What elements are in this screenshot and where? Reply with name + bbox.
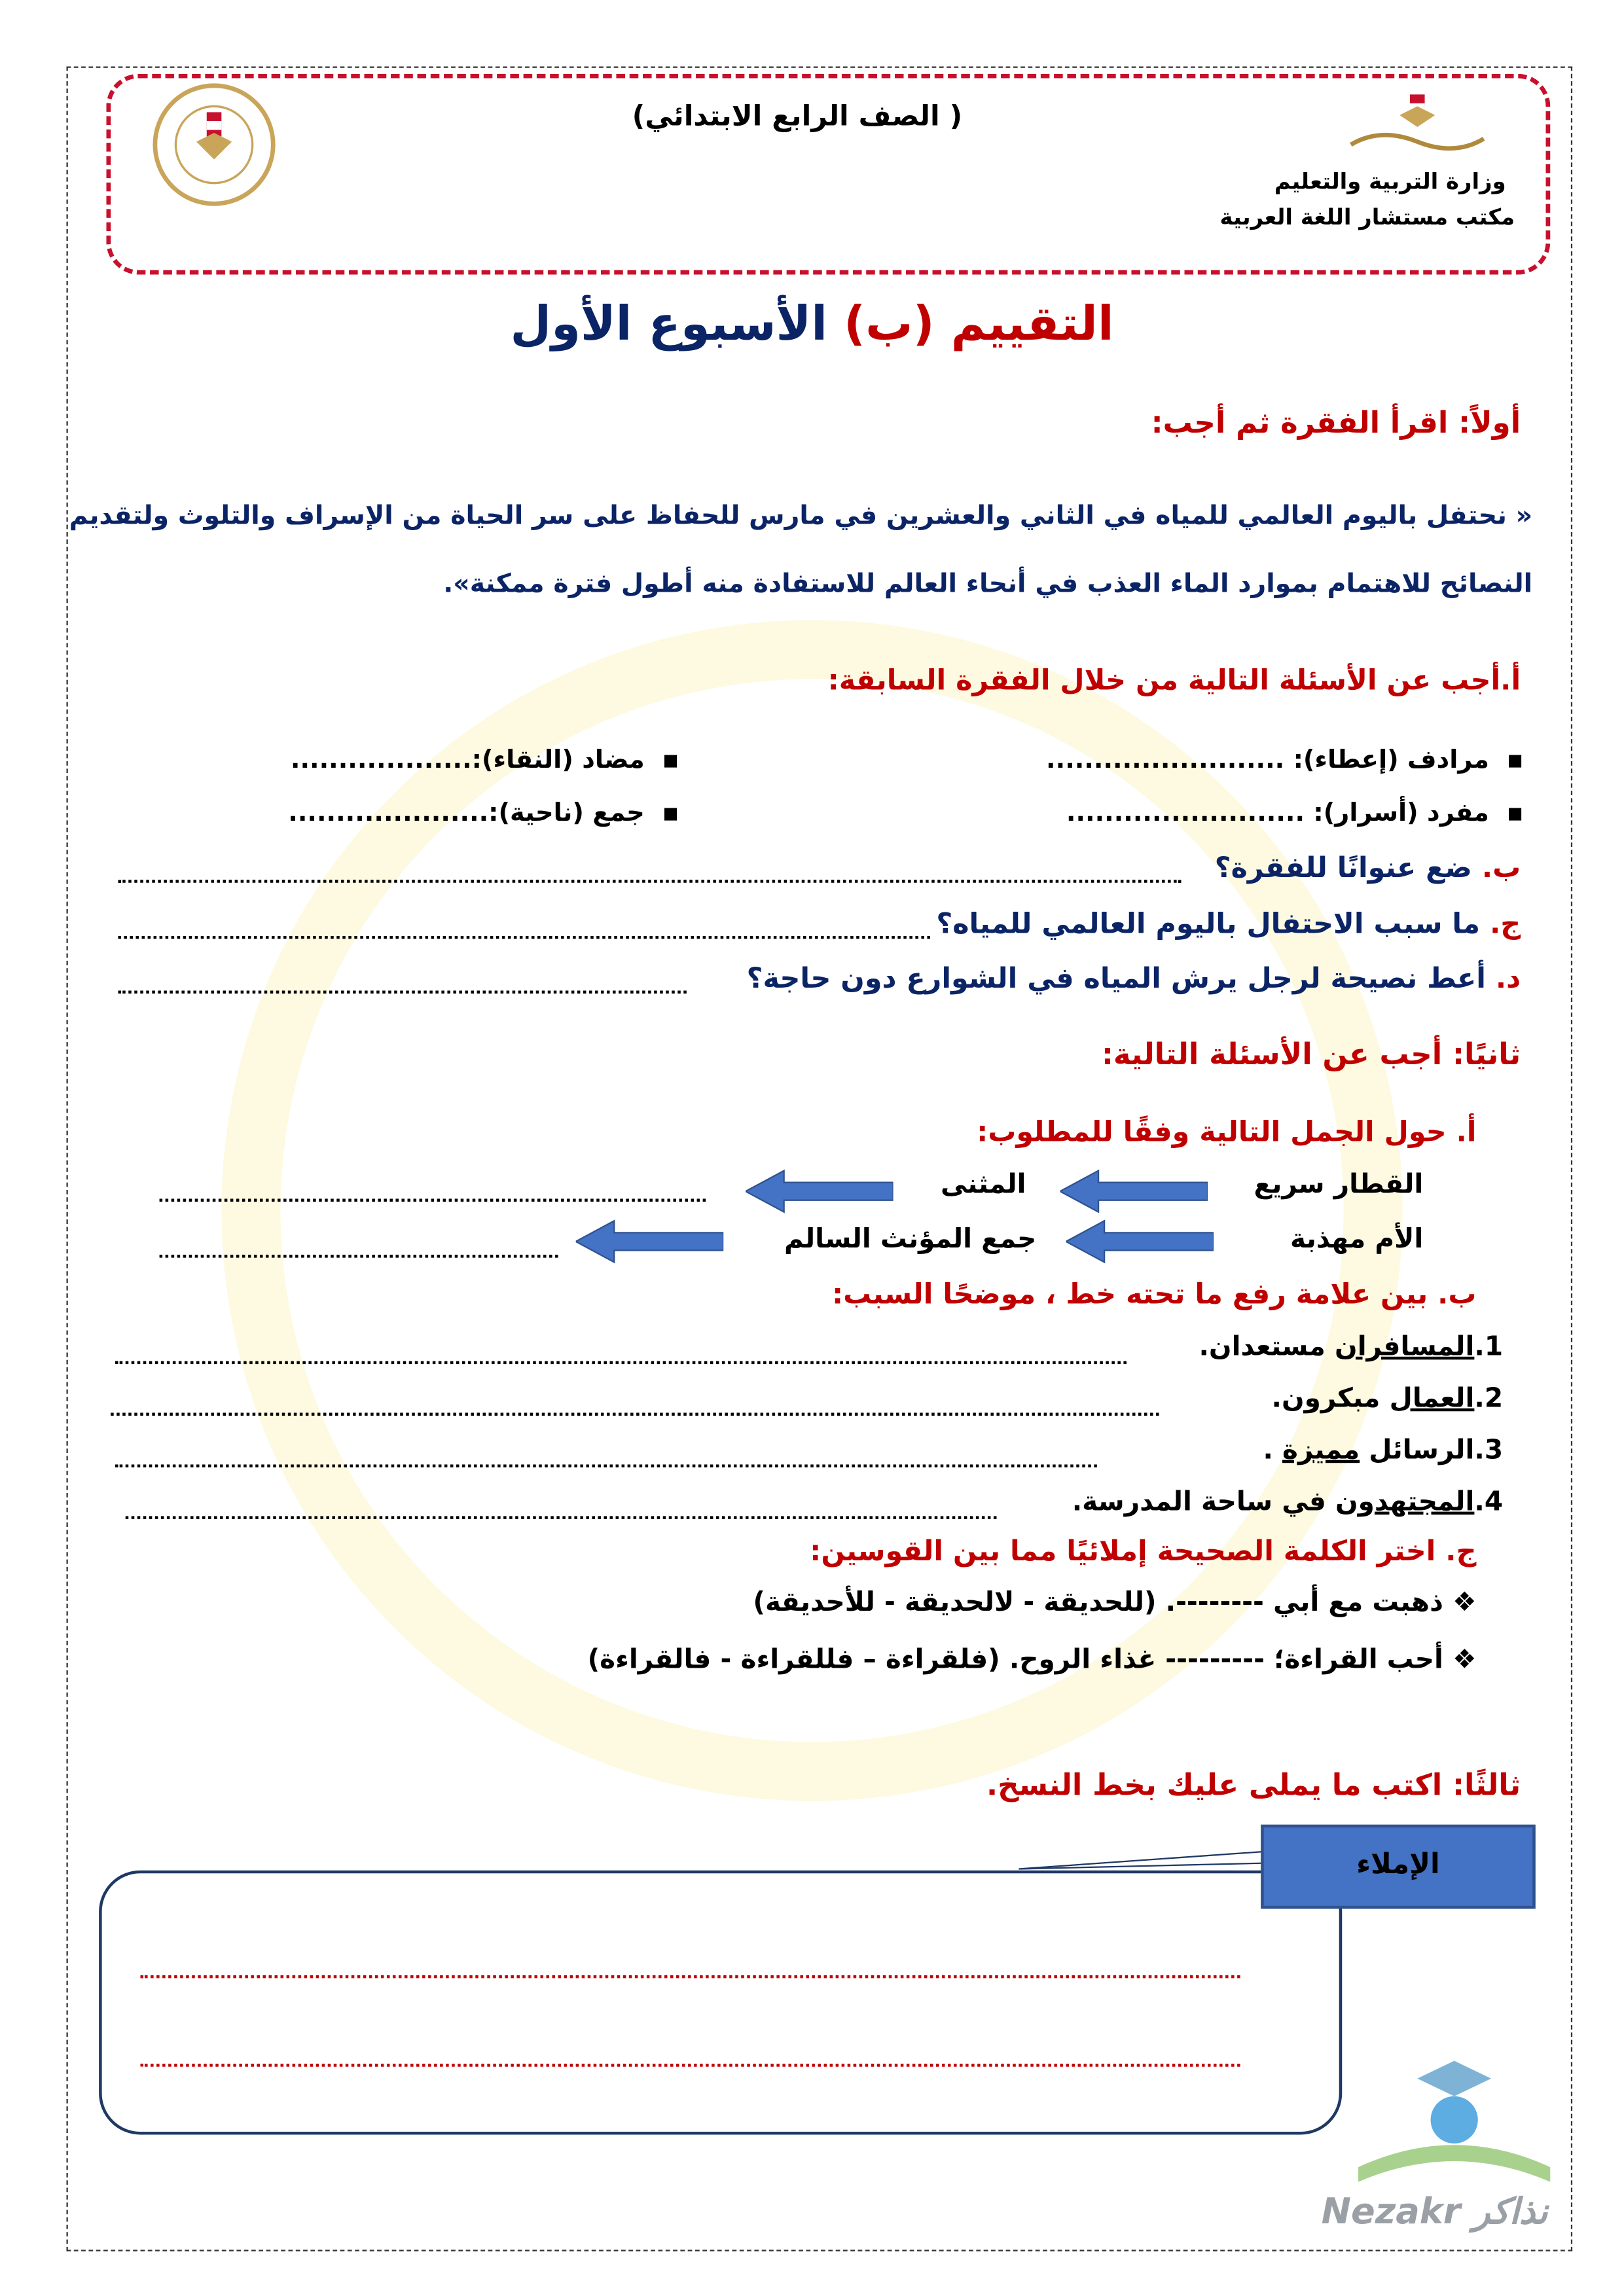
item-singular: ▪ مفرد (أسرار): ......................... (1066, 798, 1524, 829)
arrow-left-icon (1060, 1169, 1208, 1213)
answer-line[interactable] (111, 1413, 1159, 1416)
answer-line[interactable] (118, 936, 930, 939)
section3-heading: ثالثًا: اكتب ما يملى عليك بخط النسخ. (986, 1767, 1521, 1803)
question-c: ج. ما سبب الاحتفال باليوم العالمي للمياه؟ (936, 908, 1521, 941)
arrow-left-icon (1066, 1219, 1214, 1264)
transform-target: جمع المؤنث السالم (784, 1223, 1037, 1255)
title-week: الأسبوع الأول (510, 295, 828, 351)
answer-blank[interactable]: ......................... (1046, 745, 1285, 776)
section2-heading: ثانيًا: أجب عن الأسئلة التالية: (1101, 1036, 1521, 1072)
transform-sentence: الأم مهذبة (1290, 1223, 1424, 1255)
section1-heading: أولاً: اقرأ الفقرة ثم أجب: (1151, 404, 1521, 440)
transform-target: المثنى (940, 1169, 1026, 1200)
question-2a: أ. حول الجمل التالية وفقًا للمطلوب: (977, 1116, 1477, 1149)
office-name: مكتب مستشار اللغة العربية (1219, 204, 1515, 230)
answer-line[interactable] (115, 1361, 1127, 1365)
dictation-label: الإملاء (1261, 1825, 1536, 1909)
ministry-seal-icon (152, 82, 276, 206)
writing-line[interactable] (140, 2064, 1240, 2067)
numbered-item: 3.الرسائل مميزة . (1263, 1435, 1504, 1466)
answer-blank[interactable]: ......................... (1066, 798, 1305, 829)
item-synonym: ▪ مرادف (إعطاء): ......................... (1046, 745, 1524, 776)
answer-blank[interactable]: ..................... (288, 798, 489, 829)
answer-line[interactable] (118, 990, 686, 994)
paragraph-line2: النصائح للاهتمام بموارد الماء العذب في أنحاء العالم للاستفادة منه أطول فترة ممكنة». (443, 569, 1533, 600)
answer-line[interactable] (115, 1464, 1097, 1467)
answer-line[interactable] (160, 1255, 558, 1258)
answer-line[interactable] (118, 880, 1181, 883)
question-2b: ب. بين علامة رفع ما تحته خط ، موضحًا السبب: (832, 1278, 1477, 1311)
arrow-left-icon (746, 1169, 893, 1213)
ministry-logo-icon (1344, 88, 1492, 154)
numbered-item: 4.المجتهدون في ساحة المدرسة. (1072, 1486, 1504, 1518)
answer-line[interactable] (160, 1198, 706, 1202)
writing-line[interactable] (140, 1975, 1240, 1979)
question-2c: ج. اختر الكلمة الصحيحة إملائيًا مما بين القوسين: (810, 1535, 1477, 1568)
transform-sentence: القطار سريع (1254, 1169, 1424, 1200)
question-b: ب. ضع عنوانًا للفقرة؟ (1214, 852, 1521, 885)
arrow-left-icon (576, 1219, 724, 1264)
item-antonym: ▪ مضاد (النقاء):................... (290, 745, 679, 776)
item-plural: ▪ جمع (ناحية):..................... (288, 798, 679, 829)
dictation-box[interactable] (99, 1871, 1342, 2135)
answer-blank[interactable]: ................... (290, 745, 472, 776)
title-part: (ب) (844, 295, 935, 351)
answer-line[interactable] (126, 1516, 997, 1519)
title-assessment: التقييم (950, 295, 1114, 351)
question-a: أ.أجب عن الأسئلة التالية من خلال الفقرة السابقة: (827, 664, 1521, 697)
page-title (502, 295, 1122, 351)
callout-pointer (1019, 1845, 1284, 1874)
numbered-item: 1.المسافران مستعدان. (1199, 1331, 1504, 1363)
ministry-name: وزارة التربية والتعليم (1274, 168, 1506, 195)
choice-item: ❖ ذهبت مع أبي --------. (للحديقة - لالحديقة - للأحديقة) (753, 1587, 1477, 1619)
question-d: د. أعط نصيحة لرجل يرش المياه في الشوارع دون حاجة؟ (746, 962, 1521, 996)
choice-item: ❖ أحب القراءة؛ --------- غذاء الروح. (فلقراءة – فللقراءة - فالقراءة) (587, 1644, 1477, 1676)
brand-text: Nezakr نذاكر (1321, 2191, 1548, 2233)
paragraph-line1: « نحتفل باليوم العالمي للمياه في الثاني والعشرين في مارس للحفاظ على سر الحياة من الإسراف والتلوث ولتقديم (69, 501, 1533, 531)
grade-title: ( الصف الرابع الابتدائي) (632, 100, 963, 133)
numbered-item: 2.العمال مبكرون. (1271, 1383, 1504, 1414)
